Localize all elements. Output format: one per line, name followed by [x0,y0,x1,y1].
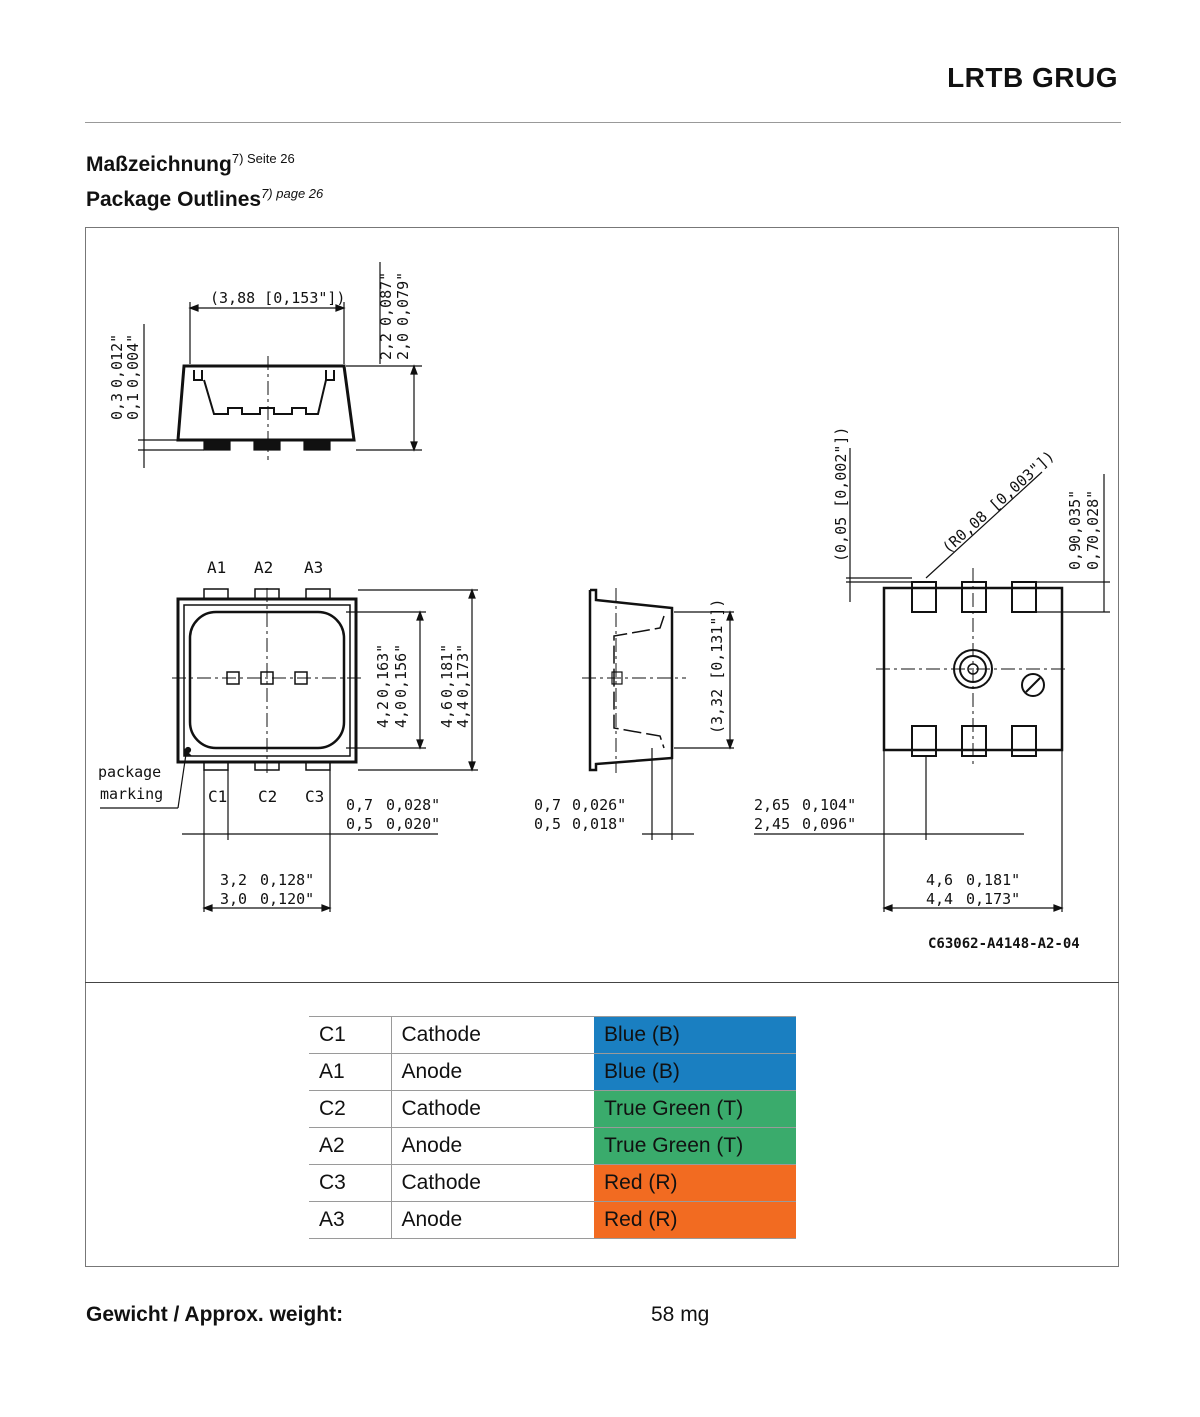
frame-divider [85,982,1119,983]
color-cell: Blue (B) [594,1054,796,1091]
front-view [100,588,478,912]
dim-lead-in-min: 0,004" [124,333,142,388]
dim-bottom-lead-min: 0,7 [1084,542,1102,570]
dim-bottom-span-in-max: 0,104" [802,796,857,814]
heading-en-text: Package Outlines [86,188,262,211]
dim-body-in-min: 0,173" [454,643,472,698]
pin-cell: C2 [309,1091,391,1128]
dim-pad-max: 0,7 [346,796,374,814]
dim-pad-in-max: 0,028" [386,796,441,814]
table-row [309,1202,796,1239]
dim-bottom-lead-max: 0,9 [1066,542,1084,570]
dim-body-in-max: 0,181" [438,643,456,698]
pin-label-c3: C3 [305,787,325,806]
dim-top-height-in-max: 0,087" [377,271,395,326]
function-cell: Cathode [391,1017,594,1054]
function-cell: Cathode [391,1091,594,1128]
dim-pitch-max: 3,2 [220,871,248,889]
dim-side-height: (3,32 [0,131"]) [708,598,726,734]
dim-lens-min: 4,0 [392,700,410,728]
dim-lead-in-max: 0,012" [108,333,126,388]
dim-lead-min: 0,1 [124,392,142,420]
weight-value: 58 mg [651,1303,710,1326]
table-row [309,1017,796,1054]
table-row [309,1165,796,1202]
table-row [309,1091,796,1128]
dim-bottom-lead-in-max: 0,035" [1066,489,1084,544]
function-cell: Anode [391,1054,594,1091]
pin-label-a3: A3 [304,558,324,577]
dim-bottom-gap: (0,05 [0,002"]) [832,426,850,562]
dim-pitch-min: 3,0 [220,890,248,908]
dim-lead-max: 0,3 [108,392,126,420]
dim-bottom-width-in-max: 0,181" [966,871,1021,889]
heading-en [86,179,323,214]
dim-pitch-in-max: 0,128" [260,871,315,889]
dim-side-lead-in-min: 0,018" [572,815,627,833]
package-outline-drawing [86,228,1118,982]
function-cell: Cathode [391,1165,594,1202]
pin-cell: A2 [309,1128,391,1165]
heading-de [86,144,323,179]
dim-bottom-width-in-min: 0,173" [966,890,1021,908]
pin-label-a2: A2 [254,558,274,577]
pin-label-c2: C2 [258,787,278,806]
dim-side-lead-min: 0,5 [534,815,562,833]
dim-lens-in-min: 0,156" [392,643,410,698]
dim-bottom-span-in-min: 0,096" [802,815,857,833]
drawing-id: C63062-A4148-A2-04 [928,936,1080,952]
function-cell: Anode [391,1202,594,1239]
dim-bottom-span-max: 2,65 [754,796,791,814]
dim-top-height-max: 2,2 [377,332,395,360]
dim-lens-in-max: 0,163" [374,643,392,698]
bottom-view [754,448,1110,912]
pin-assignment-table [309,1016,796,1239]
dim-pad-in-min: 0,020" [386,815,441,833]
dim-top-height-min: 2,0 [394,332,412,360]
dim-top-width: (3,88 [0,153"]) [210,289,346,307]
dim-side-lead-in-max: 0,026" [572,796,627,814]
pin-cell: C1 [309,1017,391,1054]
package-marking-label-1: package [98,763,162,781]
dim-pitch-in-min: 0,120" [260,890,315,908]
function-cell: Anode [391,1128,594,1165]
heading-en-note: 7) page 26 [261,186,324,201]
dim-pad-min: 0,5 [346,815,374,833]
dim-bottom-width-max: 4,6 [926,871,954,889]
dim-bottom-radius: (R0,08 [0,003"]) [938,446,1059,557]
pin-cell: C3 [309,1165,391,1202]
heading-de-text: Maßzeichnung [86,153,232,176]
pin-label-a1: A1 [207,558,227,577]
dim-bottom-span-min: 2,45 [754,815,791,833]
dim-lens-max: 4,2 [374,700,392,728]
color-cell: True Green (T) [594,1128,796,1165]
document-title: LRTB GRUG [947,62,1118,93]
dim-bottom-lead-in-min: 0,028" [1084,489,1102,544]
table-row [309,1128,796,1165]
color-cell: True Green (T) [594,1091,796,1128]
pin-cell: A1 [309,1054,391,1091]
color-cell: Blue (B) [594,1017,796,1054]
pin-label-c1: C1 [208,787,228,806]
dim-body-max: 4,6 [438,700,456,728]
dim-side-lead-max: 0,7 [534,796,562,814]
heading-de-note: 7) Seite 26 [231,151,295,166]
dim-top-height-in-min: 0,079" [394,271,412,326]
dim-bottom-width-min: 4,4 [926,890,954,908]
color-cell: Red (R) [594,1165,796,1202]
section-heading [86,144,323,214]
pin-cell: A3 [309,1202,391,1239]
package-marking-label-2: marking [100,785,164,803]
dim-body-min: 4,4 [454,700,472,728]
color-cell: Red (R) [594,1202,796,1239]
table-row [309,1054,796,1091]
header-rule [85,122,1121,123]
weight-label: Gewicht / Approx. weight: [86,1303,344,1326]
